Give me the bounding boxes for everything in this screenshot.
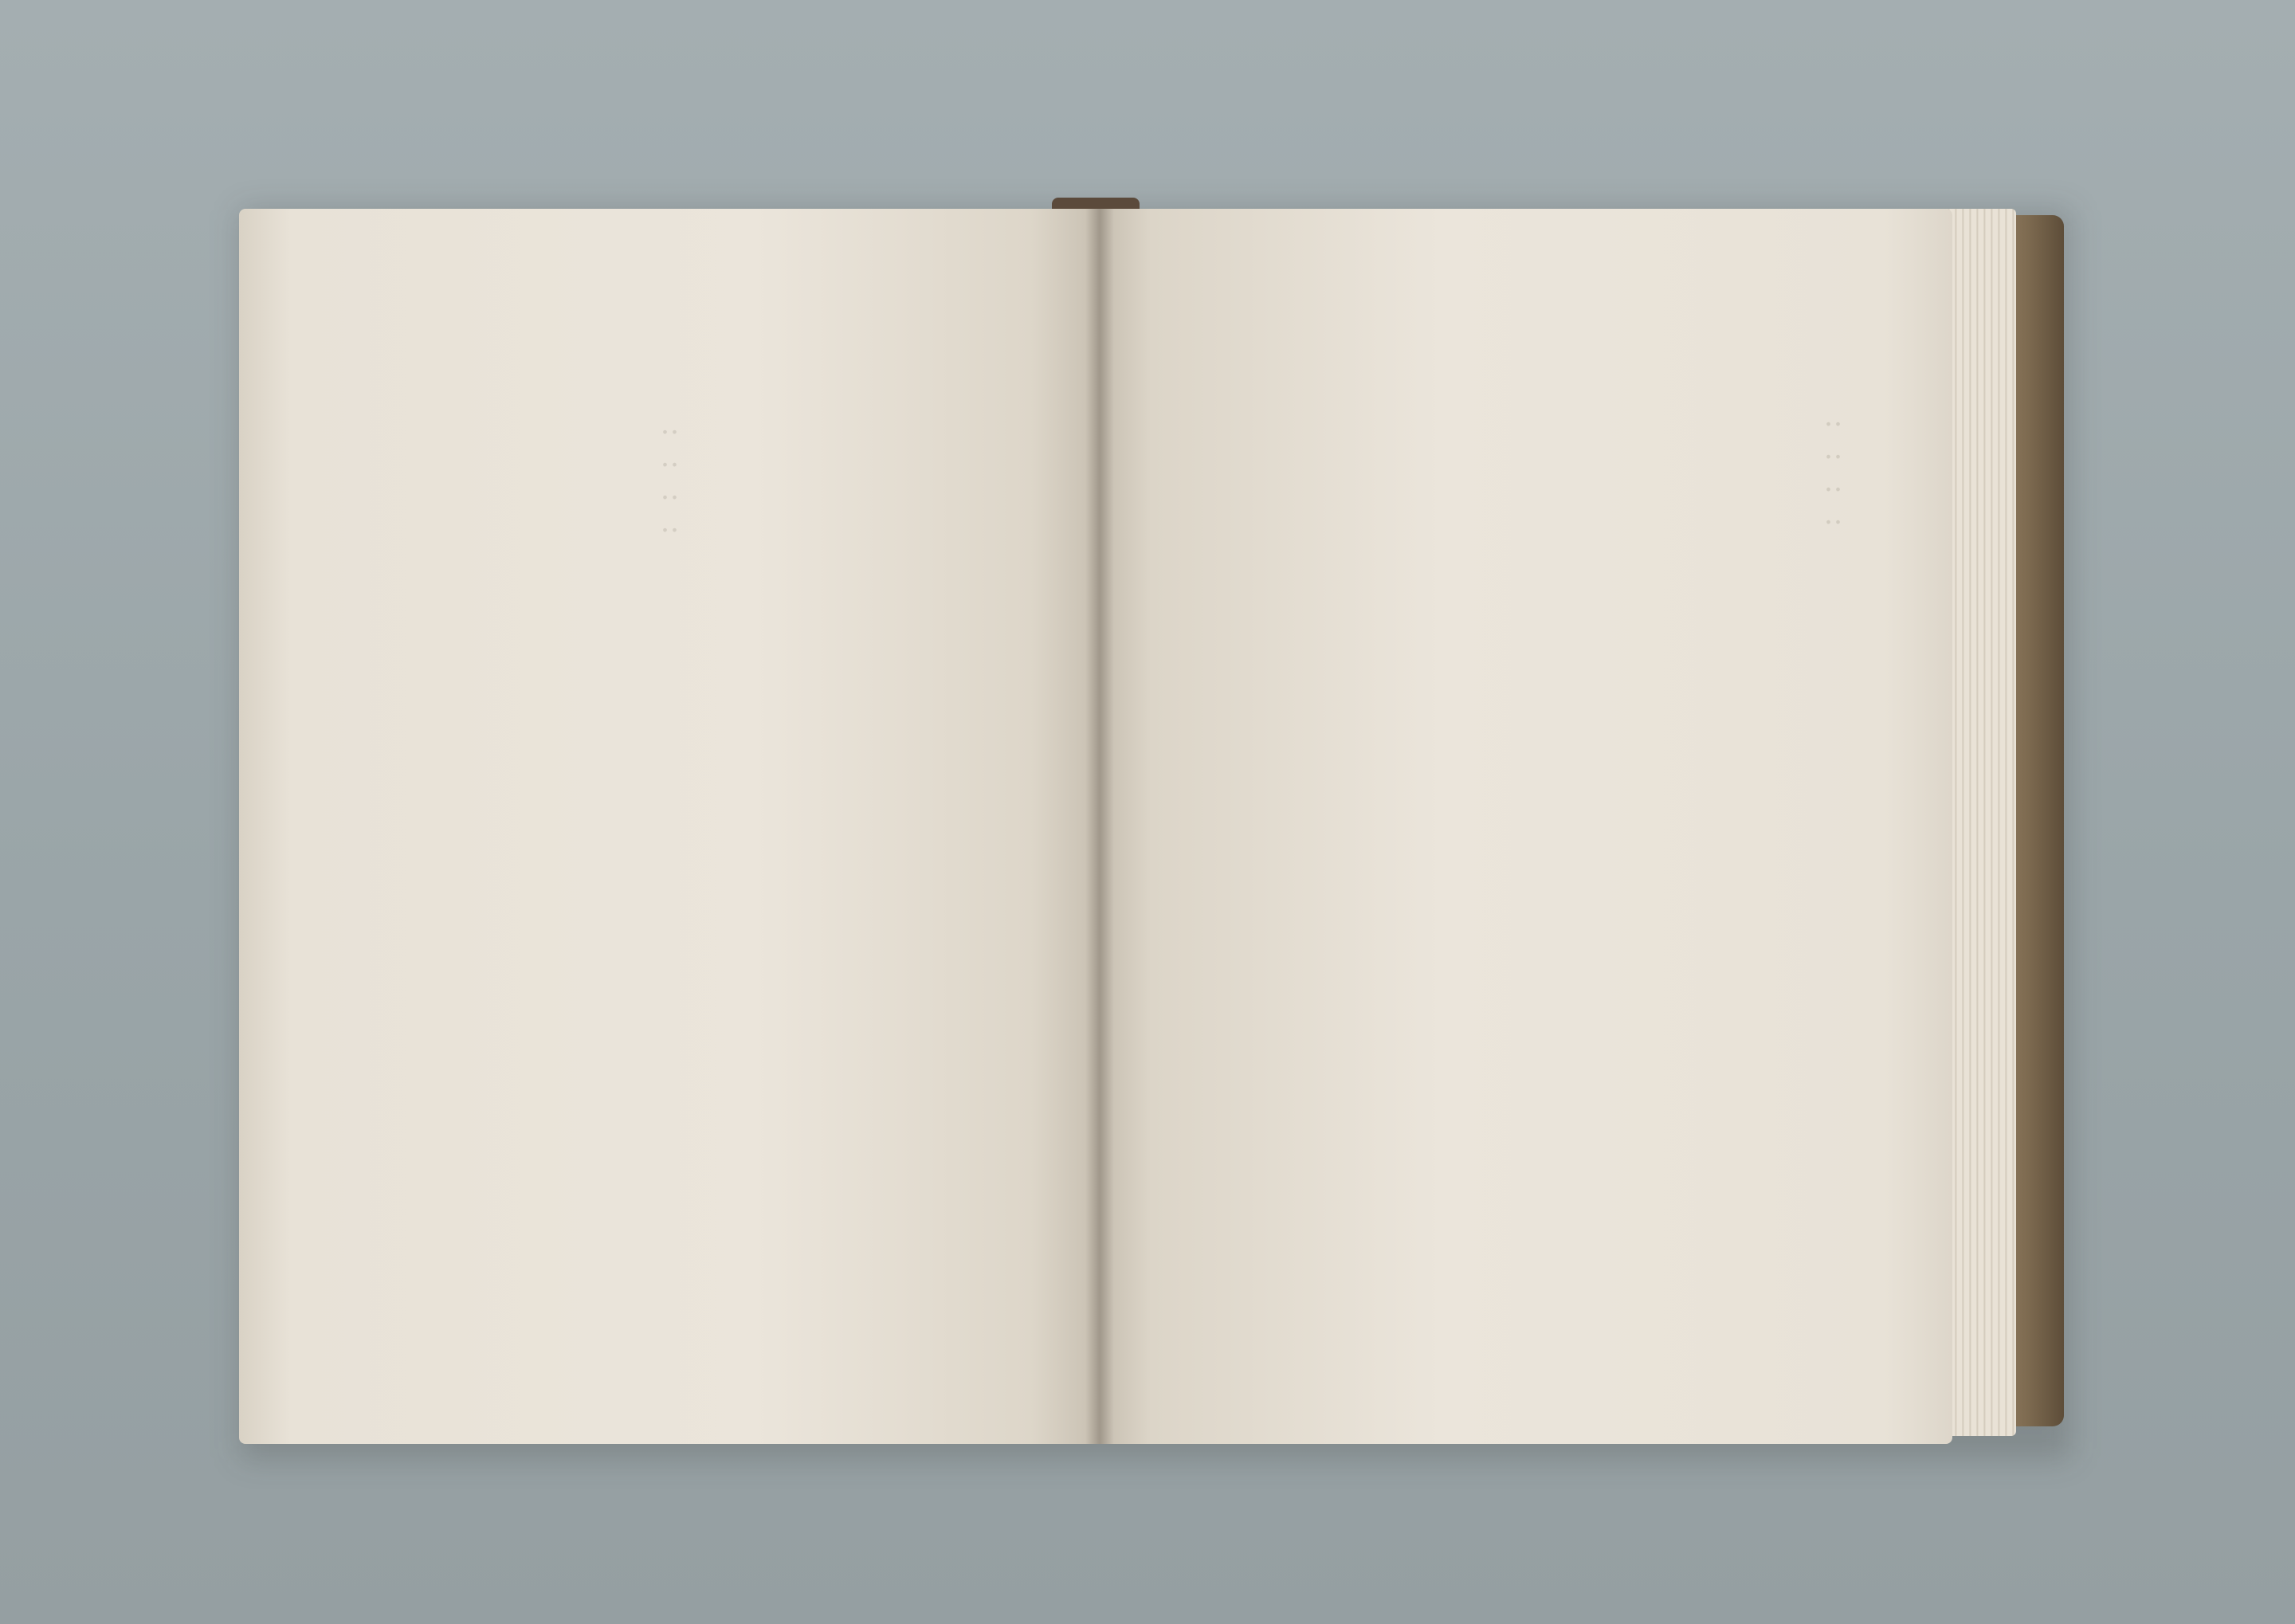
left-page-text <box>239 209 1100 1444</box>
show-through-text: ‥‥‥‥ <box>653 408 686 539</box>
left-page <box>239 209 1100 1444</box>
right-page <box>1100 209 1952 1444</box>
right-page-text <box>1100 209 1952 1444</box>
book-gutter <box>1085 209 1114 1444</box>
show-through-text: ‥‥‥‥ <box>1817 400 1850 531</box>
